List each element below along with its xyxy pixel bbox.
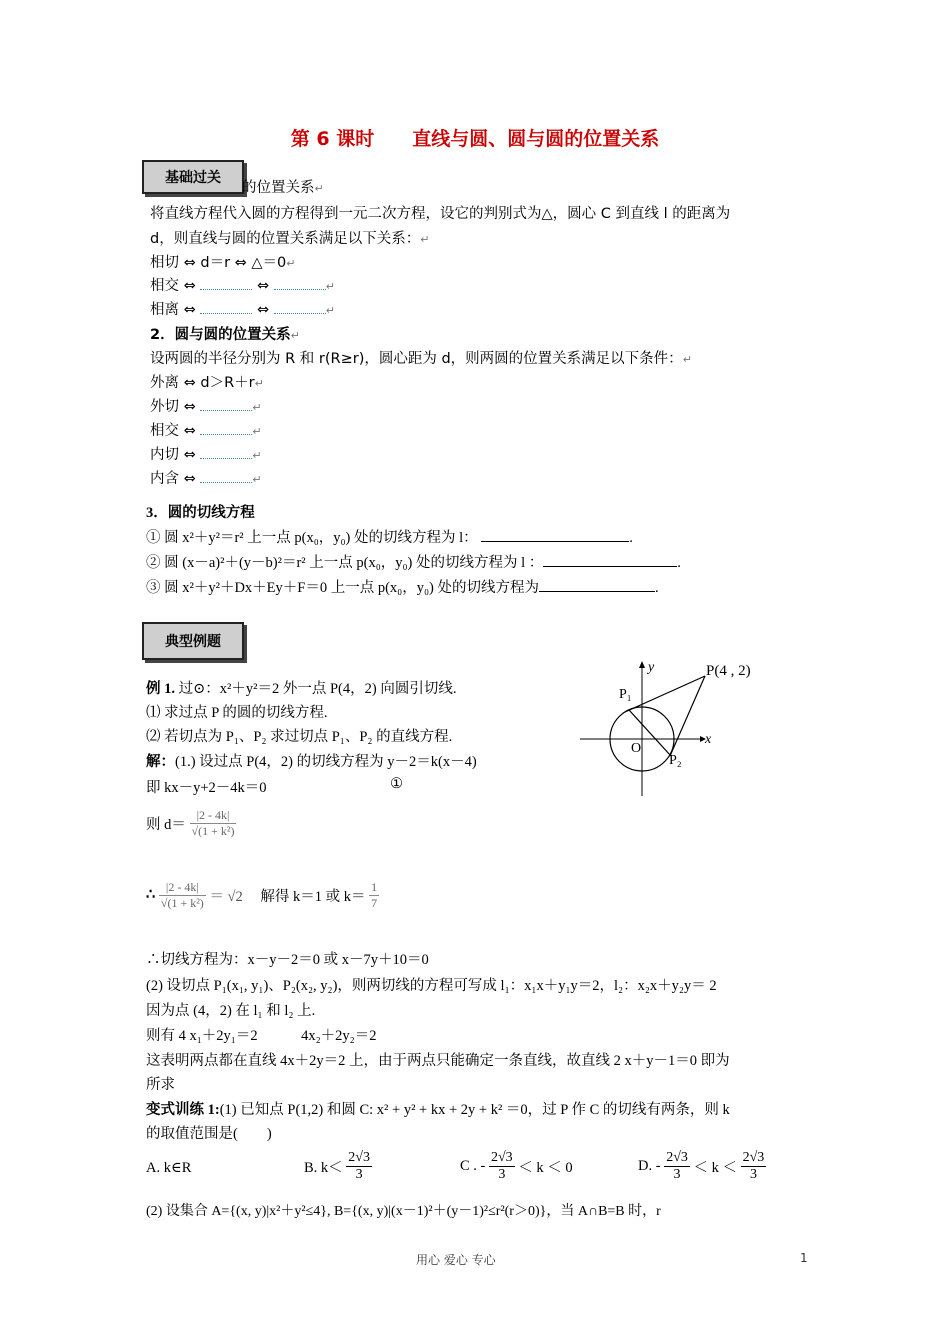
basic-line2: 将直线方程代入圆的方程得到一元二次方程，设它的判别式为△，圆心 C 到直线 l 的距离为 — [150, 206, 731, 222]
label-y: y — [648, 660, 655, 675]
example-sol1: 解：(1.) 设过点 P(4，2) 的切线方程为 y－2＝k(x－4) — [146, 754, 477, 770]
label-O: O — [631, 741, 642, 756]
variant-q2: (2) 设集合 A={(x, y)|x²＋y²≤4}, B={(x, y)|(x－1)²＋(y－1)²≤r²(r＞0)}，当 A∩B=B 时，r — [146, 1204, 661, 1219]
page-title: 第 6 课时 直线与圆、圆与圆的位置关系 — [290, 128, 660, 150]
example-res6: 所求 — [146, 1077, 175, 1093]
basic-cc-intersect: 相交 ⇔ ↵ — [150, 423, 262, 439]
basic-intersect: 相交 ⇔ ⇔ ↵ — [150, 278, 335, 294]
example-res2: (2) 设切点 P₁(x₁, y₁)、P₂(x₂, y₂)，则两切线的方程可写成 l₁：x₁x＋y₁y＝2，l₂：x₂x＋y₂y＝ 2 — [146, 978, 717, 994]
page-number: 1 — [800, 1251, 808, 1265]
footer-text: 用心 爱心 专心 — [416, 1253, 496, 1267]
basic-separate: 相离 ⇔ ⇔ ↵ — [150, 302, 335, 318]
example-q2: ⑵ 若切点为 P₁、P₂ 求过切点 P₁、P₂ 的直线方程. — [146, 729, 453, 745]
tangent-line-P2 — [670, 676, 705, 756]
example-sol2: 即 kx－y+2－4k＝0 — [146, 780, 267, 796]
label-P1: P₁ — [619, 687, 632, 702]
tangent-line-P1 — [625, 676, 705, 712]
label-P: P(4 , 2) — [706, 663, 751, 679]
example-circ1: ① — [390, 776, 403, 792]
example-res3: 因为点 (4，2) 在 l₁ 和 l₂ 上. — [146, 1003, 316, 1019]
section-basic-box — [142, 160, 244, 194]
basic-line4: 设两圆的半径分别为 R 和 r(R≥r)，圆心距为 d，则两圆的位置关系满足以下条件：↵ — [150, 351, 692, 367]
basic-heading-2: 2．圆与圆的位置关系↵ — [150, 327, 300, 343]
basic-line3: d，则直线与圆的位置关系满足以下关系：↵ — [150, 231, 430, 247]
tangent-eq-3: ③ 圆 x²＋y²＋Dx＋Ey＋F＝0 上一点 p(x₀，y₀) 处的切线方程为 . — [146, 580, 659, 596]
variant-q1b: 的取值范围是( ) — [146, 1126, 272, 1142]
section-basic-label: 基础过关 — [165, 170, 221, 186]
tangent-eq-2: ② 圆 (x－a)²＋(y－b)²＝r² 上一点 p(x₀，y₀) 处的切线方程为 l ： . — [146, 555, 681, 571]
label-P2: P₂ — [669, 753, 682, 768]
example-solve: ∴ $\frac{|2 - 4k|}{\text{√(1 + k²)}}$ ＝ √2 解得 k＝1 或 k＝ $\frac{1}{7}$ — [146, 880, 378, 910]
option-c: C . - $\frac{2√3}{3}$ ＜ k ＜ 0 — [460, 1150, 573, 1182]
example-q1: ⑴ 求过点 P 的圆的切线方程. — [146, 705, 328, 721]
tangent-figure — [575, 656, 775, 801]
example-stem: 例 1. 过⊙：x²＋y²＝2 外一点 P(4，2) 向圆引切线. — [146, 681, 457, 697]
option-b: B. k＜ $\frac{2√3}{3}$ — [304, 1150, 370, 1182]
basic-contain: 内含 ⇔ ↵ — [150, 471, 262, 487]
option-d: D. - $\frac{2√3}{3}$ ＜ k ＜ $\frac{2√3}{3}$ — [638, 1150, 765, 1182]
basic-line1: 的位置关系↵ — [242, 180, 324, 196]
basic-outside: 外离 ⇔ d＞R＋r↵ — [150, 375, 264, 391]
basic-heading-3: 3．圆的切线方程 — [146, 505, 255, 521]
y-axis-arrow — [639, 661, 645, 668]
example-d-formula: 则 d＝ $\frac{|2 - 4k|}{\text{√(1 + k²)}}$ — [146, 808, 235, 838]
variant-q1: 变式训练 1:(1) 已知点 P(1,2) 和圆 C: x² + y² + kx + 2y + k² ＝0，过 P 作 C 的切线有两条，则 k — [146, 1102, 730, 1118]
basic-ext-tangent: 外切 ⇔ ↵ — [150, 399, 262, 415]
label-x: x — [705, 732, 712, 747]
basic-tangent: 相切 ⇔ d＝r ⇔ △＝0↵ — [150, 255, 296, 271]
tangent-eq-1: ① 圆 x²＋y²＝r² 上一点 p(x₀，y₀) 处的切线方程为 l： . — [146, 530, 633, 546]
basic-int-tangent: 内切 ⇔ ↵ — [150, 447, 262, 463]
example-res5: 这表明两点都在直线 4x＋2y＝2 上，由于两点只能确定一条直线，故直线 2 x＋y－1＝0 即为 — [146, 1053, 730, 1069]
option-a: A. k∈R — [146, 1160, 192, 1176]
section-examples-label: 典型例题 — [165, 634, 221, 650]
section-examples-box — [142, 622, 244, 660]
variant-options — [146, 1150, 806, 1194]
example-res4: 则有 4 x₁＋2y₁＝2 4x₂＋2y₂＝2 — [146, 1028, 377, 1044]
example-res1: ∴切线方程为：x－y－2＝0 或 x－7y＋10＝0 — [146, 952, 429, 968]
